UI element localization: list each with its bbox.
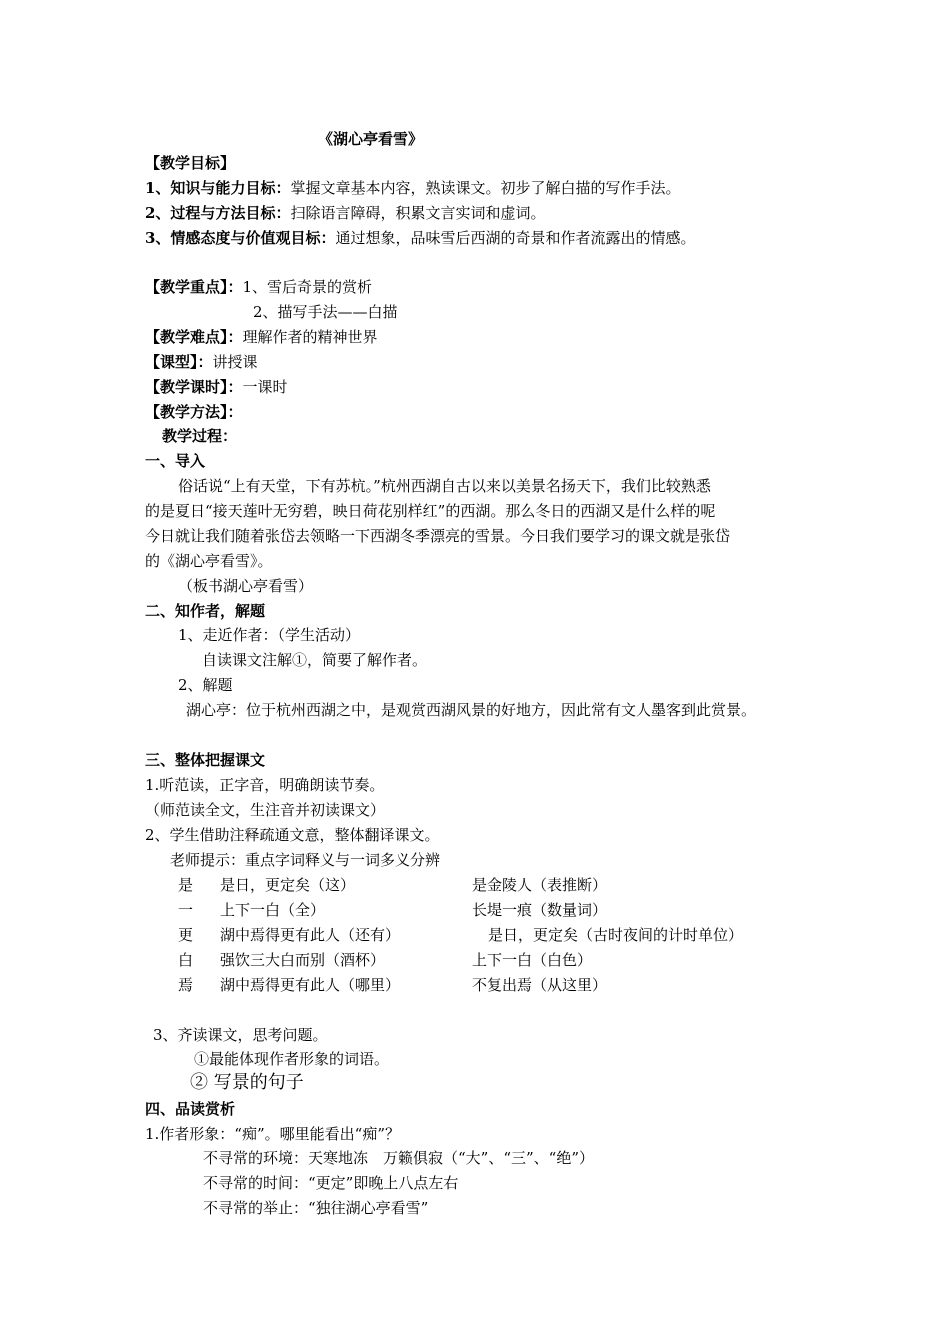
vocab-char: 是 <box>178 876 194 894</box>
key-points <box>145 277 372 297</box>
question-1: ①最能体现作者形象的词语。 <box>194 1050 390 1068</box>
vocab-char: 更 <box>178 926 194 944</box>
course-type-text: 讲授课 <box>212 353 258 371</box>
objective-3-label: 3、情感态度与价值观目标： <box>145 229 336 247</box>
section-2-title: 二、知作者，解题 <box>145 602 266 620</box>
difficulty-text: 理解作者的精神世界 <box>242 328 378 346</box>
objective-3 <box>145 228 695 248</box>
difficulty <box>145 327 378 347</box>
teacher-hint: 老师提示：重点字词释义与一词多义分辨 <box>170 851 441 869</box>
vocab-meaning-b: 长堤一痕（数量词） <box>472 901 608 919</box>
title-explain-detail: 湖心亭：位于杭州西湖之中，是观赏西湖风景的好地方，因此常有文人墨客到此赏景。 <box>186 701 757 719</box>
teaching-hours <box>145 377 288 397</box>
objectives-header: 【教学目标】 <box>145 154 236 172</box>
vocab-meaning-a: 强饮三大白而别（酒杯） <box>220 951 386 969</box>
teaching-hours-label: 【教学课时】： <box>145 378 243 396</box>
vocab-char: 白 <box>178 951 194 969</box>
objective-2 <box>145 203 545 223</box>
translate-item: 2、学生借助注释疏通文意，整体翻译课文。 <box>145 826 440 844</box>
course-type <box>145 352 258 372</box>
vocab-char: 焉 <box>178 976 194 994</box>
section-1-title: 一、导入 <box>145 452 206 470</box>
vocab-meaning-b: 是金陵人（表推断） <box>472 876 608 894</box>
page-title: 《湖心亭看雪》 <box>318 130 424 148</box>
vocab-meaning-a: 湖中焉得更有此人（哪里） <box>220 976 401 994</box>
author-item: 1、走近作者：（学生活动） <box>178 626 361 644</box>
section-4-title: 四、品读赏析 <box>145 1100 236 1118</box>
intro-paragraph-line: 今日就让我们随着张岱去领略一下西湖冬季漂亮的雪景。今日我们要学习的课文就是张岱 <box>145 527 731 545</box>
objective-2-label: 2、过程与方法目标： <box>145 204 291 222</box>
section-3-title: 三、整体把握课文 <box>145 751 266 769</box>
read-aloud-item: 3、齐读课文，思考问题。 <box>153 1026 328 1044</box>
author-item-detail: 自读课文注解①，简要了解作者。 <box>202 651 428 669</box>
objective-3-text: 通过想象，品味雪后西湖的奇景和作者流露出的情感。 <box>335 229 696 247</box>
key-points-label: 【教学重点】： <box>145 278 243 296</box>
vocab-meaning-b: 上下一白（白色） <box>472 951 593 969</box>
teaching-process-label: 教学过程： <box>162 427 238 445</box>
intro-paragraph-line: 的《湖心亭看雪》。 <box>145 552 273 570</box>
vocab-meaning-a: 是日，更定矣（这） <box>220 876 356 894</box>
difficulty-label: 【教学难点】： <box>145 328 243 346</box>
board-note: （板书湖心亭看雪） <box>178 577 314 595</box>
author-image-item: 1.作者形象：“痴”。哪里能看出“痴”？ <box>145 1125 400 1143</box>
unusual-line: 不寻常的时间：“更定”即晚上八点左右 <box>203 1174 459 1192</box>
unusual-line: 不寻常的举止：“独往湖心亭看雪” <box>203 1199 429 1217</box>
unusual-line: 不寻常的环境：天寒地冻 万籁俱寂（“大”、“三”、“绝”） <box>203 1149 595 1167</box>
intro-paragraph-line: 俗话说“上有天堂，下有苏杭。”杭州西湖自古以来以美景名扬天下，我们比较熟悉 <box>178 477 711 495</box>
vocab-meaning-b: 不复出焉（从这里） <box>472 976 608 994</box>
vocab-meaning-a: 湖中焉得更有此人（还有） <box>220 926 401 944</box>
course-type-label: 【课型】： <box>145 353 213 371</box>
key-point-2: 2、描写手法——白描 <box>253 303 398 321</box>
objective-1-text: 掌握文章基本内容，熟读课文。初步了解白描的写作手法。 <box>290 179 681 197</box>
teaching-hours-text: 一课时 <box>242 378 288 396</box>
objective-2-text: 扫除语言障碍，积累文言实词和虚词。 <box>290 204 546 222</box>
listen-item: 1.听范读，正字音，明确朗读节奏。 <box>145 776 385 794</box>
objective-1-label: 1、知识与能力目标： <box>145 179 291 197</box>
vocab-meaning-b: 是日，更定矣（古时夜间的计时单位） <box>488 926 744 944</box>
objective-1 <box>145 178 680 198</box>
teaching-method-label: 【教学方法】： <box>145 403 243 421</box>
title-explain-item: 2、解题 <box>178 676 233 694</box>
intro-paragraph-line: 的是夏日“接天莲叶无穷碧，映日荷花别样红”的西湖。那么冬日的西湖又是什么样的呢 <box>145 502 716 520</box>
vocab-meaning-a: 上下一白（全） <box>220 901 326 919</box>
key-point-1: 1、雪后奇景的赏析 <box>242 278 373 296</box>
vocab-char: 一 <box>178 901 194 919</box>
question-2: ② 写景的句子 <box>190 1072 304 1093</box>
listen-item-note: （师范读全文，生注音并初读课文） <box>145 801 386 819</box>
